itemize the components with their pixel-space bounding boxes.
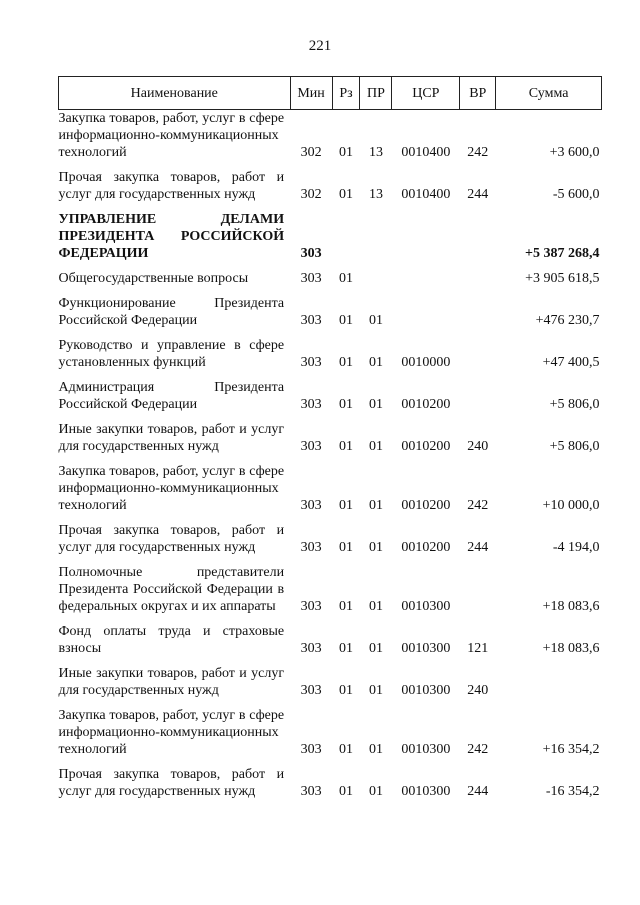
cell-sum: +10 000,0	[542, 498, 600, 513]
cell-pr: 01	[368, 540, 383, 555]
cell-min: 303	[300, 683, 322, 698]
table-row	[59, 758, 602, 800]
cell-csr: 0010300	[401, 641, 451, 656]
cell-csr	[392, 262, 460, 287]
header-min: Мин	[290, 77, 332, 110]
table-row	[59, 413, 602, 455]
header-row	[59, 77, 602, 110]
table-row	[59, 287, 602, 329]
cell-vr: 242	[467, 742, 489, 757]
cell-csr: 0010200	[401, 498, 451, 513]
cell-min: 303	[300, 498, 322, 513]
cell-csr	[392, 287, 460, 329]
table-row	[59, 657, 602, 699]
cell-rz: 01	[339, 683, 353, 698]
cell-rz	[332, 203, 360, 262]
cell-rz: 01	[339, 540, 353, 555]
cell-name: Администрация Президента Российской Федерации	[58, 380, 285, 412]
cell-min: 303	[300, 271, 322, 286]
cell-vr	[460, 329, 496, 371]
table-row	[59, 329, 602, 371]
cell-rz: 01	[339, 599, 353, 614]
cell-min: 303	[300, 641, 322, 656]
header-sum: Сумма	[496, 77, 602, 110]
header-vr: ВР	[460, 77, 496, 110]
cell-name: Иные закупки товаров, работ и услуг для государственных нужд	[58, 666, 285, 698]
cell-pr: 01	[368, 439, 383, 454]
cell-name: Функционирование Президента Российской Федерации	[58, 296, 285, 328]
cell-csr: 0010400	[401, 187, 451, 202]
cell-min: 303	[300, 313, 322, 328]
cell-rz: 01	[339, 313, 353, 328]
cell-name: Полномочные представители Президента Российской Федерации в федеральных округах и их аппараты	[58, 565, 285, 614]
cell-rz: 01	[339, 187, 353, 202]
cell-vr	[460, 203, 496, 262]
cell-vr	[460, 262, 496, 287]
cell-sum	[496, 657, 602, 699]
cell-rz: 01	[339, 397, 353, 412]
cell-min: 303	[300, 742, 322, 757]
cell-rz: 01	[339, 439, 353, 454]
cell-vr: 121	[467, 641, 489, 656]
cell-csr	[392, 203, 460, 262]
cell-rz: 01	[339, 355, 353, 370]
cell-pr: 01	[368, 641, 383, 656]
cell-pr: 01	[368, 599, 383, 614]
table-row	[59, 514, 602, 556]
cell-min: 303	[300, 246, 322, 261]
cell-csr: 0010300	[401, 599, 451, 614]
table-row	[59, 615, 602, 657]
cell-csr: 0010300	[401, 742, 451, 757]
table-row	[59, 161, 602, 203]
cell-sum: +16 354,2	[542, 742, 600, 757]
cell-csr: 0010400	[401, 145, 451, 160]
cell-sum: +3 905 618,5	[525, 271, 600, 286]
cell-sum: +18 083,6	[542, 641, 600, 656]
table-row	[59, 203, 602, 262]
cell-name: Закупка товаров, работ, услуг в сфере информационно-коммуникационных технологий	[58, 464, 285, 513]
cell-vr: 244	[467, 540, 489, 555]
cell-name: Иные закупки товаров, работ и услуг для государственных нужд	[58, 422, 285, 454]
cell-vr: 242	[467, 145, 489, 160]
cell-vr: 242	[467, 498, 489, 513]
cell-min: 302	[300, 187, 322, 202]
cell-vr	[460, 287, 496, 329]
cell-pr: 13	[368, 145, 383, 160]
cell-name: УПРАВЛЕНИЕ ДЕЛАМИ ПРЕЗИДЕНТА РОССИЙСКОЙ ФЕДЕРАЦИИ	[58, 212, 285, 261]
cell-csr: 0010200	[401, 397, 451, 412]
cell-name: Закупка товаров, работ, услуг в сфере информационно-коммуникационных технологий	[58, 708, 285, 757]
cell-pr: 01	[368, 784, 383, 799]
cell-name: Прочая закупка товаров, работ и услуг для государственных нужд	[58, 523, 285, 555]
cell-sum: +3 600,0	[549, 145, 600, 160]
cell-sum: +18 083,6	[542, 599, 600, 614]
cell-rz: 01	[339, 271, 353, 286]
cell-vr: 244	[467, 187, 489, 202]
cell-pr: 01	[368, 313, 383, 328]
cell-min: 303	[300, 439, 322, 454]
header-rz: Рз	[332, 77, 360, 110]
cell-pr: 01	[368, 498, 383, 513]
cell-sum: -4 194,0	[552, 540, 600, 555]
cell-rz: 01	[339, 641, 353, 656]
table-row	[59, 371, 602, 413]
header-csr: ЦСР	[392, 77, 460, 110]
cell-sum: +476 230,7	[535, 313, 600, 328]
cell-csr: 0010200	[401, 540, 451, 555]
cell-min: 303	[300, 355, 322, 370]
cell-rz: 01	[339, 784, 353, 799]
cell-vr	[460, 556, 496, 615]
cell-pr	[360, 262, 392, 287]
table-row	[59, 699, 602, 758]
cell-pr: 01	[368, 742, 383, 757]
cell-min: 303	[300, 599, 322, 614]
cell-rz: 01	[339, 145, 353, 160]
budget-table	[58, 76, 602, 800]
cell-vr	[460, 371, 496, 413]
header-name: Наименование	[59, 77, 291, 110]
table-row	[59, 262, 602, 287]
cell-vr: 244	[467, 784, 489, 799]
cell-csr: 0010300	[401, 784, 451, 799]
cell-sum: +47 400,5	[542, 355, 600, 370]
cell-name: Общегосударственные вопросы	[58, 271, 249, 286]
cell-name: Прочая закупка товаров, работ и услуг для государственных нужд	[58, 170, 285, 202]
cell-name: Руководство и управление в сфере установленных функций	[58, 338, 285, 370]
cell-sum: -16 354,2	[545, 784, 600, 799]
page-number: 221	[308, 38, 332, 54]
table-header	[59, 77, 602, 110]
table-row	[59, 110, 602, 162]
cell-name: Закупка товаров, работ, услуг в сфере информационно-коммуникационных технологий	[58, 111, 285, 160]
cell-rz: 01	[339, 498, 353, 513]
cell-rz: 01	[339, 742, 353, 757]
cell-csr: 0010000	[401, 355, 451, 370]
cell-csr: 0010300	[401, 683, 451, 698]
cell-name: Прочая закупка товаров, работ и услуг для государственных нужд	[58, 767, 285, 799]
table-body	[59, 110, 602, 801]
cell-sum: +5 806,0	[549, 439, 600, 454]
cell-pr: 01	[368, 397, 383, 412]
cell-pr	[360, 203, 392, 262]
cell-min: 303	[300, 784, 322, 799]
cell-min: 303	[300, 397, 322, 412]
cell-pr: 01	[368, 355, 383, 370]
cell-pr: 13	[368, 187, 383, 202]
cell-sum: +5 806,0	[549, 397, 600, 412]
cell-pr: 01	[368, 683, 383, 698]
cell-sum: -5 600,0	[552, 187, 600, 202]
cell-name: Фонд оплаты труда и страховые взносы	[58, 624, 285, 656]
cell-min: 302	[300, 145, 322, 160]
cell-sum: +5 387 268,4	[525, 246, 600, 261]
cell-csr: 0010200	[401, 439, 451, 454]
header-pr: ПР	[360, 77, 392, 110]
cell-vr: 240	[467, 683, 489, 698]
table-row	[59, 455, 602, 514]
cell-vr: 240	[467, 439, 489, 454]
table-row	[59, 556, 602, 615]
cell-min: 303	[300, 540, 322, 555]
